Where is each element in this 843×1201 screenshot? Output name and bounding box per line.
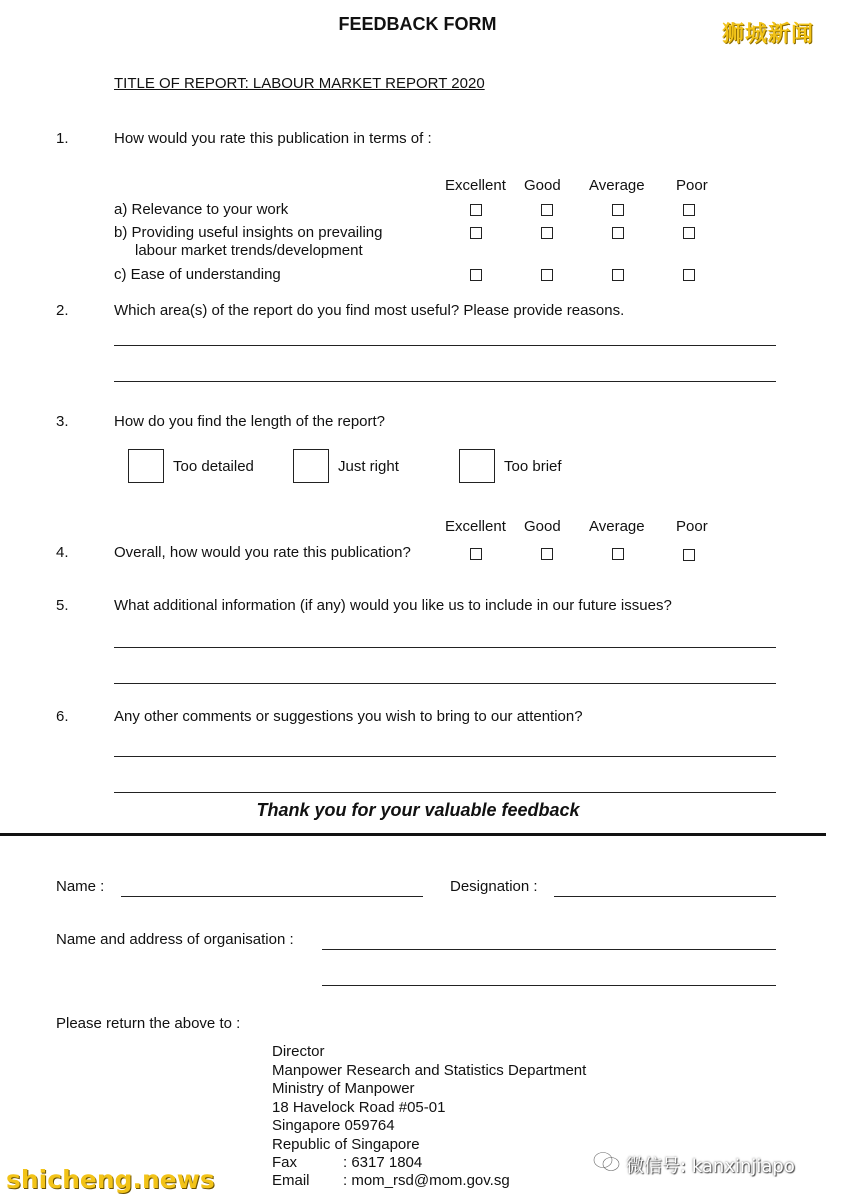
watermark-top-right: 狮城新闻 bbox=[722, 22, 815, 47]
q1a-excellent-checkbox[interactable] bbox=[470, 204, 482, 216]
watermark-bottom-right: 微信号: kanxinjiapo bbox=[626, 1156, 795, 1177]
q1-scale-good: Good bbox=[524, 177, 561, 194]
q3-too-detailed-label: Too detailed bbox=[173, 458, 254, 475]
q3-just-right-label: Just right bbox=[338, 458, 399, 475]
q2-answer-line-2[interactable] bbox=[114, 381, 776, 382]
name-label: Name : bbox=[56, 878, 105, 895]
q3-too-detailed-checkbox[interactable] bbox=[128, 449, 164, 483]
designation-label: Designation : bbox=[450, 878, 538, 895]
q4-scale-excellent: Excellent bbox=[445, 518, 506, 535]
q1c-average-checkbox[interactable] bbox=[612, 269, 624, 281]
thank-you-message: Thank you for your valuable feedback bbox=[256, 800, 580, 820]
email-label: Email bbox=[272, 1172, 310, 1189]
q1-scale-poor: Poor bbox=[676, 177, 708, 194]
organisation-field-line-2[interactable] bbox=[322, 985, 776, 986]
q4-poor-checkbox[interactable] bbox=[683, 549, 695, 561]
q4-average-checkbox[interactable] bbox=[612, 548, 624, 560]
watermark-bottom-left: shicheng.news bbox=[6, 1165, 215, 1194]
q1-scale-excellent: Excellent bbox=[445, 177, 506, 194]
q6-number: 6. bbox=[56, 708, 69, 725]
address-line-department: Manpower Research and Statistics Department bbox=[272, 1062, 587, 1079]
q1-scale-average: Average bbox=[589, 177, 645, 194]
q1b-average-checkbox[interactable] bbox=[612, 227, 624, 239]
q1a-average-checkbox[interactable] bbox=[612, 204, 624, 216]
q2-answer-line-1[interactable] bbox=[114, 345, 776, 346]
organisation-label: Name and address of organisation : bbox=[56, 931, 294, 948]
q6-answer-line-1[interactable] bbox=[114, 756, 776, 757]
q4-number: 4. bbox=[56, 544, 69, 561]
q2-question: Which area(s) of the report do you find most useful? Please provide reasons. bbox=[114, 302, 625, 319]
q4-scale-good: Good bbox=[524, 518, 561, 535]
return-label: Please return the above to : bbox=[56, 1015, 241, 1032]
q5-question: What additional information (if any) would you like us to include in our future issues? bbox=[114, 597, 672, 614]
q1-question: How would you rate this publication in terms of : bbox=[114, 130, 432, 147]
wechat-icon bbox=[592, 1150, 622, 1179]
q1c-poor-checkbox[interactable] bbox=[683, 269, 695, 281]
q1a-good-checkbox[interactable] bbox=[541, 204, 553, 216]
q1b-good-checkbox[interactable] bbox=[541, 227, 553, 239]
q3-question: How do you find the length of the report? bbox=[114, 413, 386, 430]
q3-too-brief-label: Too brief bbox=[504, 458, 562, 475]
q1b-excellent-checkbox[interactable] bbox=[470, 227, 482, 239]
q2-number: 2. bbox=[56, 302, 69, 319]
q6-question: Any other comments or suggestions you wish to bring to our attention? bbox=[114, 708, 583, 725]
q4-question: Overall, how would you rate this publication? bbox=[114, 544, 411, 561]
q3-too-brief-checkbox[interactable] bbox=[459, 449, 495, 483]
q1-item-b-label-cont: labour market trends/development bbox=[135, 242, 363, 259]
q1-number: 1. bbox=[56, 130, 69, 147]
q4-scale-average: Average bbox=[589, 518, 645, 535]
q1c-good-checkbox[interactable] bbox=[541, 269, 553, 281]
section-divider bbox=[0, 833, 826, 836]
q6-answer-line-2[interactable] bbox=[114, 792, 776, 793]
address-line-postal: Singapore 059764 bbox=[272, 1117, 395, 1134]
fax-value: : 6317 1804 bbox=[343, 1154, 423, 1171]
address-line-country: Republic of Singapore bbox=[272, 1136, 420, 1153]
q3-number: 3. bbox=[56, 413, 69, 430]
q5-answer-line-1[interactable] bbox=[114, 647, 776, 648]
email-value: : mom_rsd@mom.gov.sg bbox=[343, 1172, 510, 1189]
address-line-street: 18 Havelock Road #05-01 bbox=[272, 1099, 446, 1116]
address-line-ministry: Ministry of Manpower bbox=[272, 1080, 415, 1097]
q4-excellent-checkbox[interactable] bbox=[470, 548, 482, 560]
q1-item-a-label: a) Relevance to your work bbox=[114, 201, 289, 218]
name-field[interactable] bbox=[121, 896, 423, 897]
q3-just-right-checkbox[interactable] bbox=[293, 449, 329, 483]
report-title: TITLE OF REPORT: LABOUR MARKET REPORT 2020 bbox=[114, 75, 485, 92]
q4-scale-poor: Poor bbox=[676, 518, 708, 535]
q5-number: 5. bbox=[56, 597, 69, 614]
q5-answer-line-2[interactable] bbox=[114, 683, 776, 684]
fax-label: Fax bbox=[272, 1154, 298, 1171]
q1-item-b-label: b) Providing useful insights on prevailing bbox=[114, 224, 383, 241]
q1b-poor-checkbox[interactable] bbox=[683, 227, 695, 239]
form-title: FEEDBACK FORM bbox=[338, 14, 497, 34]
address-line-director: Director bbox=[272, 1043, 325, 1060]
q1a-poor-checkbox[interactable] bbox=[683, 204, 695, 216]
q1-item-c-label: c) Ease of understanding bbox=[114, 266, 281, 283]
designation-field[interactable] bbox=[554, 896, 776, 897]
organisation-field-line-1[interactable] bbox=[322, 949, 776, 950]
q1c-excellent-checkbox[interactable] bbox=[470, 269, 482, 281]
q4-good-checkbox[interactable] bbox=[541, 548, 553, 560]
